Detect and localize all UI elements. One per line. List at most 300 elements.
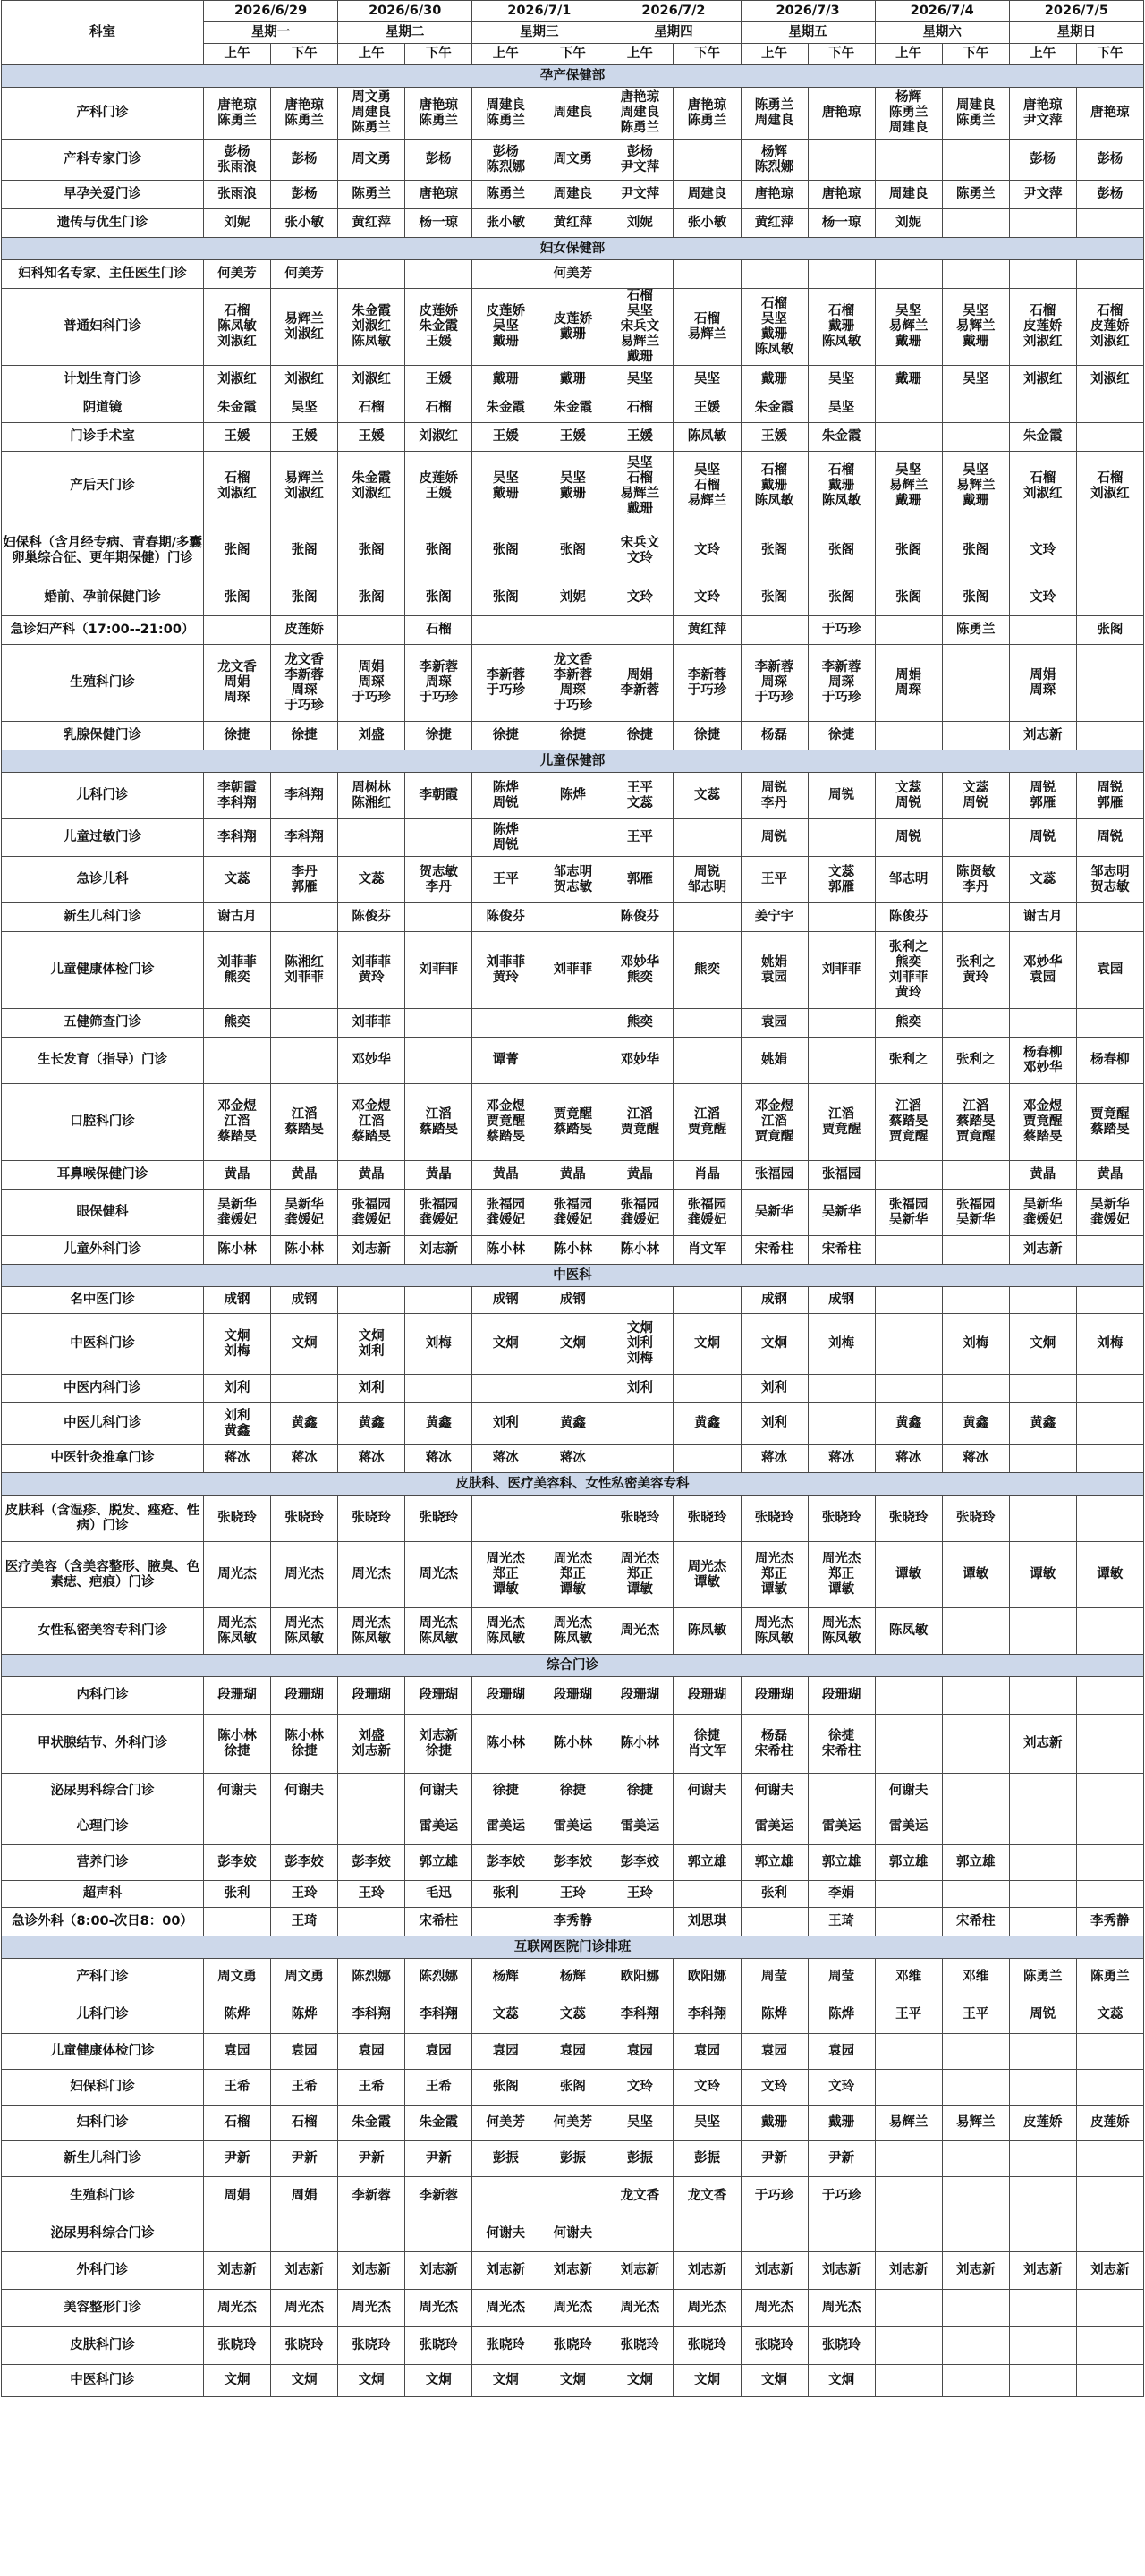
morning-doctor-cell [741,903,808,932]
doctor-name: 戴珊 [761,479,788,493]
doctor-name: 蔡踏旻 [486,1130,526,1144]
doctor-name: 刘志新 [217,2263,257,2277]
doctor-name: 吴坚 [492,319,519,334]
doctor-name: 文炯 [559,2373,586,2387]
afternoon-doctor-cell [808,423,875,452]
doctor-name: 蒋冰 [425,1451,452,1465]
doctor-name: 石榴 [1097,470,1124,486]
doctor-name: 周光杰 [754,2301,794,2315]
afternoon-doctor-cell [539,1161,606,1190]
morning-doctor-cell [1009,1236,1076,1265]
afternoon-doctor-cell [539,857,606,903]
doctor-name: 张晓玲 [553,2338,593,2352]
morning-doctor-cell [741,366,808,394]
morning-doctor-cell [204,1881,271,1908]
doctor-name: 黄玲 [492,970,519,985]
afternoon-doctor-cell [271,521,338,580]
afternoon-doctor-cell [942,2252,1009,2290]
doctor-name: 戴珊 [828,319,855,334]
clinic-name: 遗传与优生门诊 [2,209,204,238]
doctor-name: 刘菲菲 [352,954,391,970]
doctor-name: 石榴 [224,2115,250,2130]
doctor-name: 周娟 [895,667,922,682]
doctor-name: 易辉兰 [687,326,727,342]
morning-doctor-cell [606,1314,674,1375]
morning-doctor-cell [472,1314,539,1375]
afternoon-doctor-cell [942,1845,1009,1881]
doctor-name: 王媛 [425,335,452,349]
doctor-name: 尹新 [828,2151,855,2165]
doctor-name: 易辉兰 [955,319,996,334]
morning-doctor-cell [338,1445,405,1473]
table-row [2,1959,1144,1996]
afternoon-doctor-cell [808,366,875,394]
doctor-name: 黄红萍 [687,623,727,637]
doctor-name: 唐艳琼 [620,90,660,105]
morning-doctor-cell [338,1403,405,1445]
doctor-name: 文炯 [761,1336,788,1351]
afternoon-doctor-cell [674,1542,741,1608]
afternoon-doctor-cell [942,140,1009,181]
morning-doctor-cell [338,2290,405,2327]
afternoon-doctor-cell [405,394,472,423]
morning-doctor-cell [875,1403,942,1445]
afternoon-doctor-cell [1076,773,1143,819]
morning-doctor-cell [606,1445,674,1473]
afternoon-doctor-cell [942,2365,1009,2397]
morning-header: 上午 [204,44,271,65]
doctor-name: 贾竟醒 [553,1106,593,1122]
morning-doctor-cell [1009,1038,1076,1084]
doctor-name: 唐艳琼 [217,97,257,113]
doctor-name: 毛迅 [425,1886,452,1901]
doctor-name: 雷美运 [821,1819,861,1834]
afternoon-doctor-cell [1076,932,1143,1009]
table-row [2,1375,1144,1403]
doctor-name: 刘利 [358,1343,385,1359]
clinic-name: 内科门诊 [2,1677,204,1715]
doctor-name: 吴新华 [821,1205,861,1219]
morning-doctor-cell [1009,1190,1076,1236]
doctor-name: 黄鑫 [224,1423,250,1438]
doctor-name: 王平 [492,872,519,886]
afternoon-doctor-cell [674,616,741,645]
morning-doctor-cell [204,1403,271,1445]
afternoon-doctor-cell [942,1403,1009,1445]
morning-doctor-cell [472,857,539,903]
doctor-name: 彭杨 [425,152,452,166]
doctor-name: 陈烨 [761,2007,788,2021]
afternoon-doctor-cell [942,423,1009,452]
afternoon-doctor-cell [271,773,338,819]
doctor-name: 吴坚 [626,304,653,318]
afternoon-doctor-cell [1076,1161,1143,1190]
doctor-name: 王希 [224,2080,250,2094]
afternoon-doctor-cell [808,289,875,366]
doctor-name: 江滔 [626,1106,653,1122]
doctor-name: 黄玲 [895,985,922,1000]
morning-doctor-cell [606,773,674,819]
afternoon-doctor-cell [808,645,875,722]
afternoon-doctor-cell [539,2034,606,2070]
afternoon-doctor-cell [405,1445,472,1473]
doctor-name: 吴坚 [693,2115,720,2130]
morning-doctor-cell [472,260,539,289]
morning-doctor-cell [1009,580,1076,616]
doctor-name: 彭杨 [291,187,318,201]
doctor-name: 周琛 [1030,682,1056,698]
doctor-name: 尹新 [425,2151,452,2165]
morning-doctor-cell [606,88,674,140]
afternoon-doctor-cell [539,394,606,423]
doctor-name: 周莹 [761,1970,788,1984]
afternoon-doctor-cell [808,209,875,238]
morning-doctor-cell [472,181,539,209]
doctor-name: 陈烨 [828,2007,855,2021]
doctor-name: 张晓玲 [687,1511,727,1525]
afternoon-doctor-cell [405,1236,472,1265]
morning-doctor-cell [1009,2290,1076,2327]
afternoon-doctor-cell [808,2252,875,2290]
doctor-name: 黄鑫 [895,1416,922,1430]
morning-doctor-cell [1009,289,1076,366]
afternoon-doctor-cell [405,88,472,140]
doctor-name: 张晓玲 [687,2338,727,2352]
doctor-name: 姚娟 [761,1053,788,1067]
morning-doctor-cell [741,1845,808,1881]
doctor-name: 周光杰 [352,1615,391,1631]
doctor-name: 蒋冰 [828,1451,855,1465]
doctor-name: 刘菲菲 [217,954,257,970]
afternoon-doctor-cell [808,2034,875,2070]
afternoon-doctor-cell [539,181,606,209]
doctor-name: 吴新华 [955,1212,996,1227]
morning-doctor-cell [741,1161,808,1190]
date-header: 2026/7/1 [472,1,606,22]
morning-doctor-cell [741,2252,808,2290]
doctor-name: 文蕊 [559,2007,586,2021]
doctor-name: 张阁 [425,590,452,605]
doctor-name: 吴坚 [895,304,922,318]
doctor-name: 李新蓉 [419,2189,458,2203]
afternoon-doctor-cell [808,722,875,750]
morning-doctor-cell [1009,1908,1076,1936]
doctor-name: 文蕊 [963,780,989,795]
afternoon-doctor-cell [539,452,606,521]
clinic-name: 营养门诊 [2,1845,204,1881]
morning-doctor-cell [338,2106,405,2141]
doctor-name: 郭立雄 [419,1855,458,1869]
morning-doctor-cell [472,1774,539,1809]
doctor-name: 黄鑫 [693,1416,720,1430]
doctor-name: 唐艳琼 [687,97,727,113]
doctor-name: 刘利 [626,1336,653,1351]
doctor-name: 张小敏 [284,216,324,230]
morning-doctor-cell [741,1677,808,1715]
afternoon-doctor-cell [674,1287,741,1314]
morning-doctor-cell [606,2290,674,2327]
doctor-name: 朱金霞 [486,401,526,415]
morning-doctor-cell [338,1809,405,1845]
afternoon-doctor-cell [808,2177,875,2216]
doctor-name: 石榴 [626,401,653,415]
table-row [2,209,1144,238]
doctor-name: 石榴 [358,401,385,415]
morning-doctor-cell [204,903,271,932]
doctor-name: 陈凤敏 [888,1623,929,1638]
morning-doctor-cell [606,1161,674,1190]
doctor-name: 文炯 [559,1336,586,1351]
afternoon-doctor-cell [271,1375,338,1403]
afternoon-doctor-cell [405,452,472,521]
doctor-name: 文炯 [425,2373,452,2387]
afternoon-doctor-cell [271,2216,338,2252]
doctor-name: 徐捷 [291,1743,318,1758]
afternoon-doctor-cell [539,580,606,616]
morning-doctor-cell [472,2327,539,2365]
afternoon-doctor-cell [539,2106,606,2141]
afternoon-doctor-cell [808,903,875,932]
doctor-name: 刘志新 [1023,2263,1063,2277]
morning-doctor-cell [741,521,808,580]
doctor-name: 杨辉 [559,1970,586,1984]
morning-doctor-cell [875,1038,942,1084]
morning-doctor-cell [472,1375,539,1403]
morning-doctor-cell [606,1881,674,1908]
doctor-name: 易辉兰 [620,486,660,501]
afternoon-doctor-cell [271,1996,338,2034]
afternoon-doctor-cell [674,1715,741,1774]
doctor-name: 宋希柱 [754,1242,794,1257]
morning-doctor-cell [875,1608,942,1655]
morning-doctor-cell [204,1608,271,1655]
afternoon-doctor-cell [674,857,741,903]
morning-doctor-cell [875,209,942,238]
doctor-name: 李科翔 [284,788,324,802]
doctor-name: 张福园 [553,1197,593,1212]
doctor-name: 陈凤敏 [821,494,861,508]
afternoon-doctor-cell [1076,1677,1143,1715]
afternoon-doctor-cell [808,1038,875,1084]
afternoon-doctor-cell [271,1009,338,1038]
morning-doctor-cell [472,773,539,819]
morning-doctor-cell [204,1287,271,1314]
morning-doctor-cell [875,1084,942,1161]
afternoon-doctor-cell [271,181,338,209]
morning-doctor-cell [472,423,539,452]
doctor-name: 陈勇兰 [888,106,929,120]
morning-doctor-cell [875,580,942,616]
afternoon-doctor-cell [539,722,606,750]
doctor-name: 李秀静 [1090,1914,1130,1928]
doctor-name: 蒋冰 [492,1451,519,1465]
morning-doctor-cell [472,932,539,1009]
doctor-name: 段珊瑚 [352,1688,391,1702]
table-row [2,580,1144,616]
morning-doctor-cell [875,2106,942,2141]
morning-doctor-cell [1009,181,1076,209]
morning-doctor-cell [204,209,271,238]
afternoon-doctor-cell [808,932,875,1009]
doctor-name: 戴珊 [559,486,586,501]
afternoon-doctor-cell [539,2216,606,2252]
section-header-row [2,1265,1144,1287]
doctor-name: 文玲 [1030,543,1056,557]
doctor-name: 成钢 [761,1292,788,1307]
doctor-name: 蒋冰 [895,1451,922,1465]
doctor-name: 文炯 [828,2373,855,2387]
afternoon-doctor-cell [271,1715,338,1774]
doctor-name: 刘志新 [352,2263,391,2277]
morning-doctor-cell [338,1908,405,1936]
morning-doctor-cell [338,1038,405,1084]
doctor-name: 易辉兰 [888,319,929,334]
table-row [2,2177,1144,2216]
doctor-name: 戴珊 [895,494,922,508]
doctor-name: 黄晶 [358,1167,385,1182]
afternoon-doctor-cell [539,88,606,140]
doctor-name: 王希 [358,2080,385,2094]
doctor-name: 段珊瑚 [284,1688,324,1702]
doctor-name: 陈小林 [553,1736,593,1750]
afternoon-doctor-cell [674,2216,741,2252]
doctor-name: 石榴 [1030,304,1056,318]
doctor-name: 陈俊芬 [352,910,391,924]
doctor-name: 文炯 [626,1321,653,1335]
morning-doctor-cell [606,2141,674,2177]
afternoon-doctor-cell [271,2290,338,2327]
doctor-name: 于巧珍 [687,682,727,698]
doctor-name: 邓金煜 [1023,1099,1063,1114]
doctor-name: 吴新华 [888,1212,929,1227]
morning-doctor-cell [606,1677,674,1715]
morning-doctor-cell [204,932,271,1009]
doctor-name: 张福园 [821,1167,861,1182]
morning-doctor-cell [1009,903,1076,932]
doctor-name: 郑正 [492,1567,519,1581]
morning-doctor-cell [472,140,539,181]
doctor-name: 刘淑红 [1023,372,1063,386]
doctor-name: 黄红萍 [352,216,391,230]
date-header: 2026/7/5 [1009,1,1143,22]
morning-doctor-cell [472,2177,539,2216]
doctor-name: 刘利 [224,1408,250,1423]
afternoon-doctor-cell [271,580,338,616]
doctor-name: 周建良 [486,97,526,113]
doctor-name: 江滔 [828,1106,855,1122]
doctor-name: 周光杰 [486,2301,526,2315]
table-row [2,903,1144,932]
doctor-name: 张晓玲 [352,1511,391,1525]
doctor-name: 张晓玲 [821,2338,861,2352]
doctor-name: 皮莲娇 [419,304,458,318]
afternoon-doctor-cell [674,1375,741,1403]
morning-doctor-cell [204,2252,271,2290]
doctor-name: 宋希柱 [821,1242,861,1257]
doctor-name: 蔡踏旻 [419,1122,458,1137]
doctor-name: 郭雁 [1030,795,1056,810]
morning-doctor-cell [606,423,674,452]
morning-doctor-cell [204,394,271,423]
doctor-name: 王媛 [358,429,385,444]
doctor-name: 贾竟醒 [620,1122,660,1137]
table-row [2,1009,1144,1038]
morning-doctor-cell [606,722,674,750]
clinic-name: 产科门诊 [2,1959,204,1996]
doctor-name: 陈勇兰 [687,113,727,128]
doctor-name: 朱金霞 [352,2115,391,2130]
afternoon-doctor-cell [942,1161,1009,1190]
doctor-name: 熊奕 [895,1015,922,1030]
doctor-name: 文炯 [693,1336,720,1351]
doctor-name: 张阁 [224,590,250,605]
morning-doctor-cell [338,932,405,1009]
clinic-name: 急诊儿科 [2,857,204,903]
morning-doctor-cell [875,1809,942,1845]
doctor-name: 于巧珍 [821,2189,861,2203]
table-row [2,2034,1144,2070]
afternoon-doctor-cell [674,2141,741,2177]
morning-doctor-cell [338,140,405,181]
doctor-name: 彭振 [693,2151,720,2165]
doctor-name: 肖晶 [693,1167,720,1182]
morning-doctor-cell [1009,1881,1076,1908]
afternoon-header: 下午 [405,44,472,65]
morning-doctor-cell [741,2365,808,2397]
morning-doctor-cell [741,1190,808,1236]
morning-doctor-cell [741,819,808,857]
afternoon-doctor-cell [271,1881,338,1908]
afternoon-doctor-cell [405,580,472,616]
doctor-name: 蔡踏旻 [217,1130,257,1144]
doctor-name: 张阁 [492,2080,519,2094]
morning-doctor-cell [606,181,674,209]
doctor-name: 文玲 [693,590,720,605]
afternoon-doctor-cell [674,209,741,238]
doctor-name: 刘淑红 [284,326,324,342]
department-column-header: 科室 [2,1,204,65]
doctor-name: 袁园 [358,2044,385,2058]
afternoon-doctor-cell [271,1809,338,1845]
doctor-name: 欧阳娜 [687,1970,727,1984]
doctor-name: 刘志新 [754,2263,794,2277]
table-row [2,1542,1144,1608]
doctor-name: 陈小林 [486,1242,526,1257]
morning-doctor-cell [875,260,942,289]
afternoon-doctor-cell [405,645,472,722]
doctor-name: 蔡踏旻 [352,1130,391,1144]
morning-doctor-cell [204,616,271,645]
afternoon-doctor-cell [1076,521,1143,580]
afternoon-doctor-cell [942,289,1009,366]
morning-doctor-cell [875,423,942,452]
morning-doctor-cell [741,1287,808,1314]
morning-doctor-cell [875,1542,942,1608]
doctor-name: 杨辉 [761,144,788,159]
afternoon-doctor-cell [808,1403,875,1445]
clinic-name: 口腔科门诊 [2,1084,204,1161]
afternoon-doctor-cell [405,932,472,1009]
doctor-name: 周光杰 [419,2301,458,2315]
afternoon-doctor-cell [674,1809,741,1845]
afternoon-doctor-cell [808,2106,875,2141]
morning-doctor-cell [875,932,942,1009]
afternoon-doctor-cell [271,2252,338,2290]
date-header: 2026/7/4 [875,1,1009,22]
afternoon-doctor-cell [942,903,1009,932]
doctor-name: 周锐 [828,788,855,802]
doctor-name: 戴珊 [895,372,922,386]
